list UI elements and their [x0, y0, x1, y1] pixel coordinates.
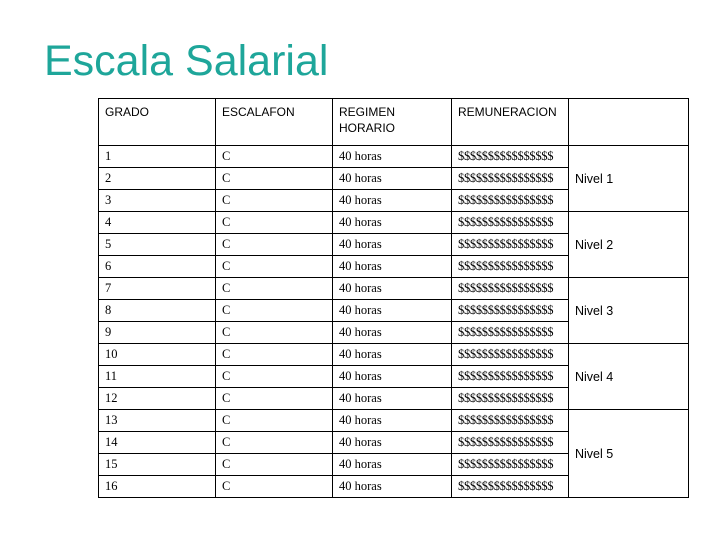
cell-remuneracion: $$$$$$$$$$$$$$$$: [452, 388, 569, 410]
header-regimen-horario: REGIMEN HORARIO: [333, 99, 452, 146]
cell-grado: 3: [99, 190, 216, 212]
cell-grado: 12: [99, 388, 216, 410]
cell-grado: 7: [99, 278, 216, 300]
table-row: [99, 278, 689, 300]
header-grado: GRADO: [99, 99, 216, 146]
table-row: [99, 212, 689, 234]
cell-remuneracion: $$$$$$$$$$$$$$$$: [452, 168, 569, 190]
cell-regimen-horario: 40 horas: [333, 300, 452, 322]
cell-escalafon: C: [216, 476, 333, 498]
cell-regimen-horario: 40 horas: [333, 168, 452, 190]
cell-regimen-horario: 40 horas: [333, 366, 452, 388]
cell-remuneracion: $$$$$$$$$$$$$$$$: [452, 278, 569, 300]
cell-regimen-horario: 40 horas: [333, 256, 452, 278]
cell-remuneracion: $$$$$$$$$$$$$$$$: [452, 234, 569, 256]
cell-remuneracion: $$$$$$$$$$$$$$$$: [452, 322, 569, 344]
cell-escalafon: C: [216, 432, 333, 454]
salary-table: [98, 98, 689, 498]
cell-escalafon: C: [216, 278, 333, 300]
cell-regimen-horario: 40 horas: [333, 190, 452, 212]
cell-escalafon: C: [216, 212, 333, 234]
page-title: Escala Salarial: [44, 37, 329, 85]
cell-regimen-horario: 40 horas: [333, 432, 452, 454]
cell-regimen-horario: 40 horas: [333, 278, 452, 300]
cell-remuneracion: $$$$$$$$$$$$$$$$: [452, 344, 569, 366]
table-row: [99, 146, 689, 168]
cell-grado: 8: [99, 300, 216, 322]
cell-remuneracion: $$$$$$$$$$$$$$$$: [452, 454, 569, 476]
cell-escalafon: C: [216, 388, 333, 410]
cell-escalafon: C: [216, 190, 333, 212]
header-row: [99, 99, 689, 146]
cell-regimen-horario: 40 horas: [333, 322, 452, 344]
table-body: [99, 146, 689, 498]
cell-remuneracion: $$$$$$$$$$$$$$$$: [452, 146, 569, 168]
cell-grado: 4: [99, 212, 216, 234]
cell-nivel: Nivel 5: [569, 410, 689, 498]
cell-regimen-horario: 40 horas: [333, 212, 452, 234]
cell-remuneracion: $$$$$$$$$$$$$$$$: [452, 190, 569, 212]
cell-regimen-horario: 40 horas: [333, 476, 452, 498]
cell-nivel: Nivel 3: [569, 278, 689, 344]
cell-escalafon: C: [216, 410, 333, 432]
cell-grado: 16: [99, 476, 216, 498]
cell-regimen-horario: 40 horas: [333, 454, 452, 476]
cell-grado: 11: [99, 366, 216, 388]
cell-regimen-horario: 40 horas: [333, 234, 452, 256]
cell-remuneracion: $$$$$$$$$$$$$$$$: [452, 432, 569, 454]
cell-grado: 13: [99, 410, 216, 432]
cell-grado: 2: [99, 168, 216, 190]
cell-escalafon: C: [216, 454, 333, 476]
cell-remuneracion: $$$$$$$$$$$$$$$$: [452, 256, 569, 278]
cell-escalafon: C: [216, 168, 333, 190]
cell-remuneracion: $$$$$$$$$$$$$$$$: [452, 300, 569, 322]
cell-escalafon: C: [216, 300, 333, 322]
cell-remuneracion: $$$$$$$$$$$$$$$$: [452, 366, 569, 388]
cell-regimen-horario: 40 horas: [333, 388, 452, 410]
cell-escalafon: C: [216, 146, 333, 168]
cell-grado: 10: [99, 344, 216, 366]
cell-remuneracion: $$$$$$$$$$$$$$$$: [452, 476, 569, 498]
cell-regimen-horario: 40 horas: [333, 344, 452, 366]
table-row: [99, 344, 689, 366]
cell-grado: 15: [99, 454, 216, 476]
cell-grado: 5: [99, 234, 216, 256]
header-remuneracion: REMUNERACION: [452, 99, 569, 146]
cell-escalafon: C: [216, 322, 333, 344]
cell-grado: 1: [99, 146, 216, 168]
cell-remuneracion: $$$$$$$$$$$$$$$$: [452, 212, 569, 234]
table-row: [99, 410, 689, 432]
cell-grado: 6: [99, 256, 216, 278]
cell-escalafon: C: [216, 366, 333, 388]
cell-remuneracion: $$$$$$$$$$$$$$$$: [452, 410, 569, 432]
header-escalafon: ESCALAFON: [216, 99, 333, 146]
cell-grado: 9: [99, 322, 216, 344]
cell-regimen-horario: 40 horas: [333, 146, 452, 168]
cell-nivel: Nivel 1: [569, 146, 689, 212]
cell-escalafon: C: [216, 256, 333, 278]
cell-nivel: Nivel 4: [569, 344, 689, 410]
cell-regimen-horario: 40 horas: [333, 410, 452, 432]
cell-escalafon: C: [216, 234, 333, 256]
cell-nivel: Nivel 2: [569, 212, 689, 278]
cell-escalafon: C: [216, 344, 333, 366]
header-nivel: [569, 99, 689, 146]
cell-grado: 14: [99, 432, 216, 454]
table-header: [99, 99, 689, 146]
